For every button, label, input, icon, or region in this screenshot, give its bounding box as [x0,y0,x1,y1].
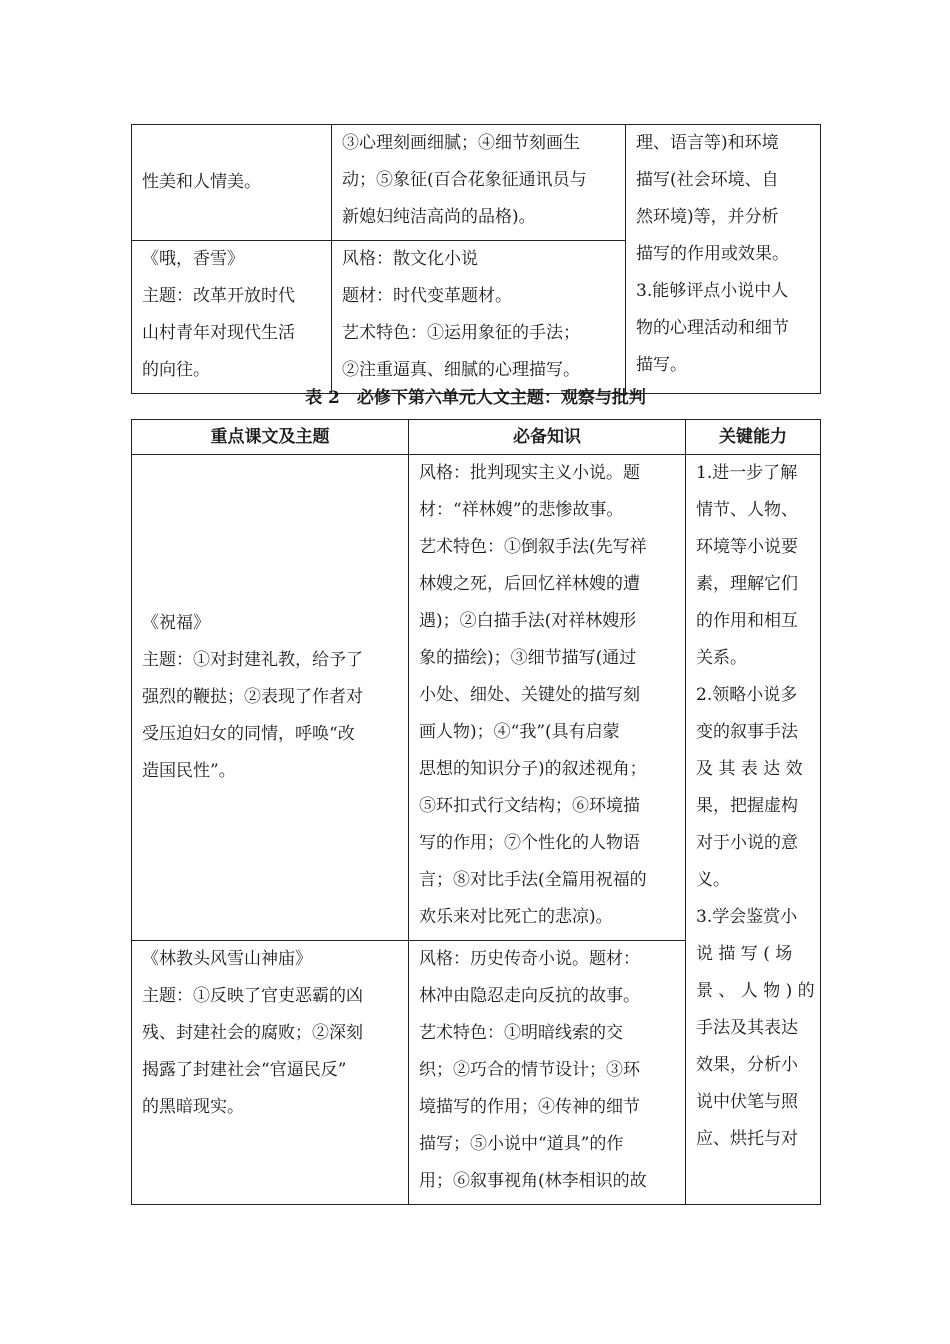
cell-line: 变的叙事手法 [696,722,798,742]
cell-line: 1.进一步了解 [696,463,798,483]
table-cell-knowledge [409,455,686,941]
cell-line: 情节、人物、 [696,500,798,520]
cell-line: 揭露了封建社会“官逼民反” [142,1060,347,1080]
header-theme: 重点课文及主题 [132,420,409,455]
cell-line: 景 、 人 物 ) 的 [696,981,815,1001]
cell-line: 风格：散文化小说 [342,249,478,269]
cell-line: 《哦，香雪》 [142,249,244,269]
table-cell-knowledge [332,241,626,394]
table-cell-theme [132,125,332,241]
table-row [132,125,821,241]
cell-line: 物的心理活动和细节 [636,318,789,338]
table-header-row [132,420,821,455]
cell-line: 造国民性”。 [142,761,236,781]
continued-table [131,124,821,394]
cell-line: 小处、细处、关键处的描写刻 [419,685,640,705]
cell-line: 说 描 写 ( 场 [696,944,793,964]
header-knowledge: 必备知识 [409,420,686,455]
cell-line: 遇)；②白描手法(对祥林嫂形 [419,611,637,631]
table-caption: 表 2 必修下第六单元人文主题：观察与批判 [305,388,646,408]
cell-line: 2.领略小说多 [696,685,798,705]
cell-line: 性美和人情美。 [142,172,261,192]
table-cell-theme [132,241,332,394]
cell-line: 言；⑧对比手法(全篇用祝福的 [419,870,647,890]
cell-line: 主题：①对封建礼教，给予了 [142,650,363,670]
cell-line: 境描写的作用；④传神的细节 [419,1097,640,1117]
cell-line: ②注重逼真、细腻的心理描写。 [342,360,580,380]
cell-line: 风格：批判现实主义小说。题 [419,463,640,483]
cell-line: 艺术特色：①倒叙手法(先写祥 [419,537,647,557]
cell-line: 的黑暗现实。 [142,1097,244,1117]
cell-line: 强烈的鞭挞；②表现了作者对 [142,687,363,707]
cell-line: ③心理刻画细腻；④细节刻画生 [342,133,580,153]
cell-line: 林冲由隐忍走向反抗的故事。 [419,986,640,1006]
unit-six-table [131,419,821,1205]
table-cell-ability [686,455,821,1205]
cell-line: 受压迫妇女的同情，呼唤“改 [142,724,355,744]
cell-line: 环境等小说要 [696,537,798,557]
cell-line: 描写的作用或效果。 [636,244,789,264]
table-row [132,455,821,941]
cell-line: 残、封建社会的腐败；②深刻 [142,1023,363,1043]
cell-line: 《林教头风雪山神庙》 [142,949,312,969]
cell-line: 风格：历史传奇小说。题材： [419,949,640,969]
cell-line: 用；⑥叙事视角(林李相识的故 [419,1171,647,1191]
cell-line: ⑤环扣式行文结构；⑥环境描 [419,796,640,816]
cell-line: 主题：①反映了官吏恶霸的凶 [142,986,363,1006]
cell-line: 3.学会鉴赏小 [696,907,798,927]
cell-line: 素，理解它们 [696,574,798,594]
cell-line: 的作用和相互 [696,611,798,631]
cell-line: 3.能够评点小说中人 [636,281,789,301]
cell-line: 对于小说的意 [696,833,798,853]
cell-line: 艺术特色：①明暗线索的交 [419,1023,623,1043]
cell-line: 欢乐来对比死亡的悲凉)。 [419,907,613,927]
cell-line: 写的作用；⑦个性化的人物语 [419,833,640,853]
cell-line: 动；⑤象征(百合花象征通讯员与 [342,170,587,190]
cell-line: 织；②巧合的情节设计；③环 [419,1060,640,1080]
cell-line: 《祝福》 [142,613,210,633]
cell-line: 描写。 [636,355,687,375]
cell-line: 的向往。 [142,360,210,380]
table-cell-theme [132,941,409,1205]
cell-line: 思想的知识分子)的叙述视角； [419,759,647,779]
cell-line: 山村青年对现代生活 [142,323,295,343]
table-cell-ability [626,125,821,394]
cell-line: 艺术特色：①运用象征的手法； [342,323,580,343]
cell-line: 题材：时代变革题材。 [342,286,512,306]
cell-line: 理、语言等)和环境 [636,133,779,153]
table-cell-knowledge [332,125,626,241]
cell-line: 义。 [696,870,730,890]
header-ability: 关键能力 [686,420,821,455]
cell-line: 材：“祥林嫂”的悲惨故事。 [419,500,624,520]
cell-line: 主题：改革开放时代 [142,286,295,306]
cell-line: 林嫂之死，后回忆祥林嫂的遭 [419,574,640,594]
cell-line: 关系。 [696,648,747,668]
table-cell-theme [132,455,409,941]
cell-line: 及 其 表 达 效 [696,759,803,779]
cell-line: 果，把握虚构 [696,796,798,816]
cell-line: 应、烘托与对 [696,1129,798,1149]
cell-line: 效果，分析小 [696,1055,798,1075]
cell-line: 说中伏笔与照 [696,1092,798,1112]
cell-line: 新媳妇纯洁高尚的品格)。 [342,207,536,227]
cell-line: 然环境)等，并分析 [636,207,779,227]
cell-line: 描写；⑤小说中“道具”的作 [419,1134,624,1154]
cell-line: 象的描绘)；③细节描写(通过 [419,648,637,668]
cell-line: 描写(社会环境、自 [636,170,779,190]
cell-line: 画人物)；④“我”(具有启蒙 [419,722,620,742]
table-cell-knowledge [409,941,686,1205]
cell-line: 手法及其表达 [696,1018,798,1038]
